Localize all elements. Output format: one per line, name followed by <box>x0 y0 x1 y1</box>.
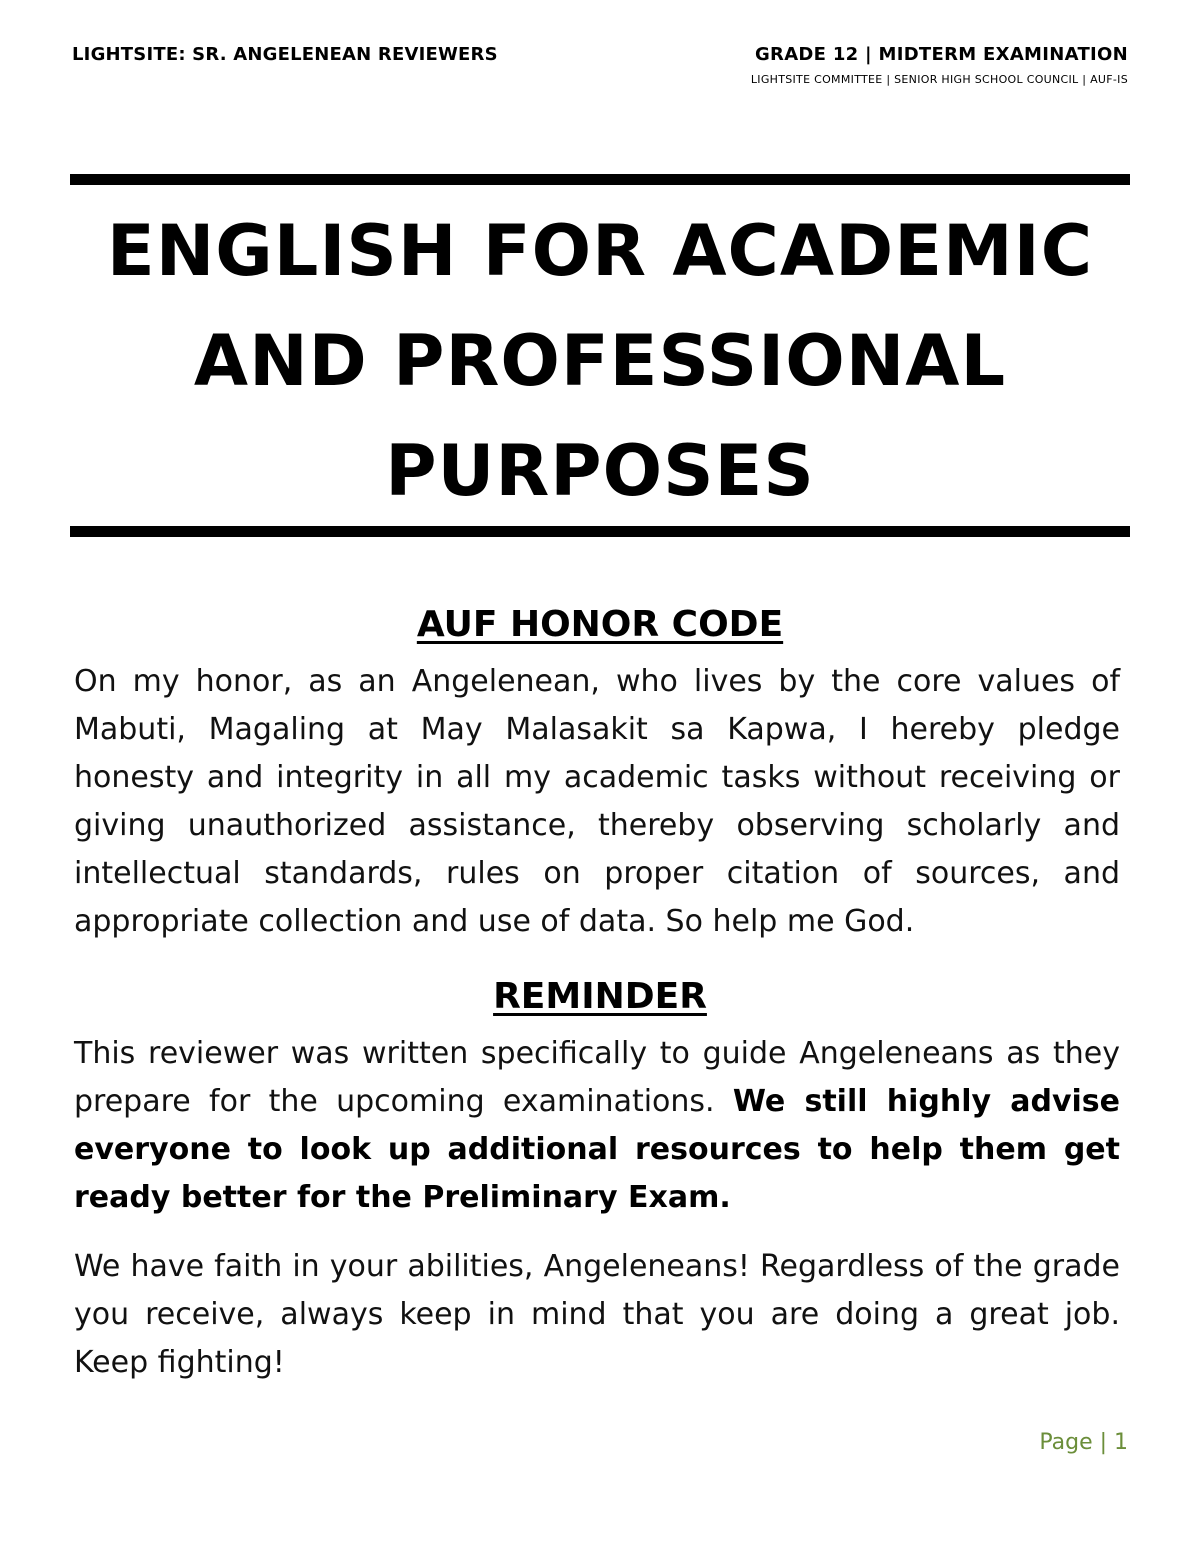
header-right <box>751 44 1128 86</box>
honor-code-text: On my honor, as an Angelenean, who lives by the core values of Mabuti, Magaling at May Malasakit sa Kapwa, I hereby pledge honesty and integrity in all my academic tasks without receiving or giving unauthorized assistance, thereby observing scholarly and intellectual standards, rules on proper citation of sources, and appropriate collection and use of data. So help me God. <box>74 664 1120 939</box>
title-line-2: AND PROFESSIONAL <box>193 320 1007 402</box>
closing-text: We have faith in your abilities, Angeleneans! Regardless of the grade you receive, always keep in mind that you are doing a great job. Keep fighting! <box>74 1249 1120 1380</box>
reminder-text <box>74 1030 1120 1222</box>
honor-code-heading: AUF HONOR CODE <box>416 604 784 645</box>
header-exam-label: GRADE 12 | MIDTERM EXAMINATION <box>754 44 1128 65</box>
header-left-title: LIGHTSITE: SR. ANGELENEAN REVIEWERS <box>72 44 498 65</box>
title-line-3: PURPOSES <box>385 430 815 512</box>
page-number: Page | 1 <box>1039 1430 1128 1455</box>
reminder-text-normal: This reviewer was written specifically to guide Angeleneans as they prepare for the upcoming examinations. <box>74 1036 1120 1119</box>
title-line-1: ENGLISH FOR ACADEMIC <box>106 210 1094 292</box>
header-committee-label: LIGHTSITE COMMITTEE | SENIOR HIGH SCHOOL COUNCIL | AUF-IS <box>750 73 1128 86</box>
reminder-text-bold: We still highly advise everyone to look up additional resources to help them get ready better for the Preliminary Exam. <box>74 1084 1120 1215</box>
document-title <box>70 196 1130 526</box>
title-top-rule <box>70 174 1130 185</box>
title-bottom-rule <box>70 526 1130 537</box>
reminder-heading: REMINDER <box>493 976 707 1017</box>
